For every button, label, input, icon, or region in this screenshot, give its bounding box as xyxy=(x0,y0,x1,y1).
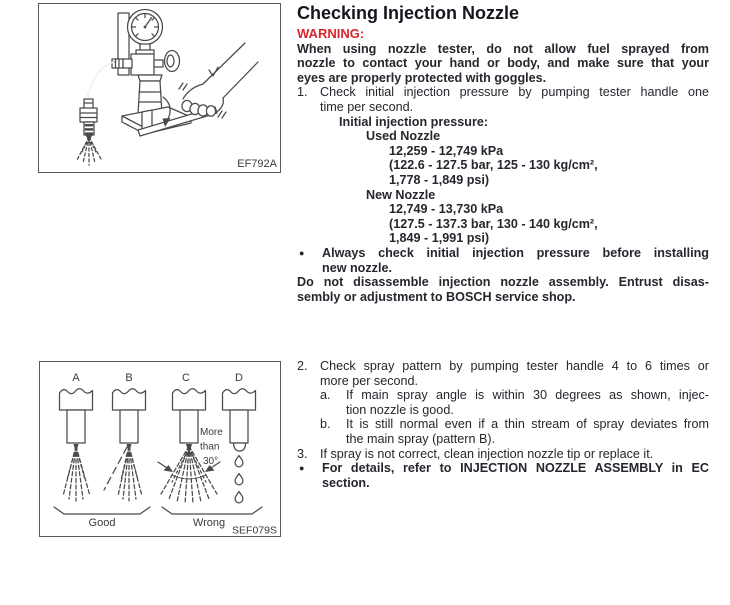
page-title: Checking Injection Nozzle xyxy=(297,3,520,23)
warning-line: nozzle to contact your hand or body, and make sure that your xyxy=(297,56,709,71)
nozzle-b xyxy=(113,389,146,443)
step-2b xyxy=(320,417,709,446)
spray-c-icon xyxy=(158,441,220,504)
disassembly-note xyxy=(297,275,709,304)
new-nozzle-value: 12,749 - 13,730 kPa xyxy=(389,202,504,217)
bullet-text: section. xyxy=(322,475,370,490)
spray-d-icon xyxy=(234,443,246,503)
step-1-text: time per second. xyxy=(320,99,414,114)
nozzle-tester-illustration xyxy=(39,4,280,172)
used-nozzle-value: (122.6 - 127.5 bar, 125 - 130 kg/cm², xyxy=(389,158,598,173)
annotation-line-1: More xyxy=(200,427,223,438)
figure-code: EF792A xyxy=(237,158,277,170)
hand-illustration xyxy=(179,43,258,118)
bullet-icon: ● xyxy=(299,463,305,474)
bullet-always-check xyxy=(297,246,709,275)
warning-line: When using nozzle tester, do not allow fuel sprayed from xyxy=(297,41,709,56)
bullet-text: new nozzle. xyxy=(322,260,392,275)
fuel-spray-icon xyxy=(77,136,101,166)
spray-a-icon xyxy=(63,444,90,501)
new-nozzle-label: New Nozzle xyxy=(366,187,436,202)
pressure-gauge-icon xyxy=(128,10,163,45)
used-nozzle-value: 1,778 - 1,849 psi) xyxy=(389,172,490,187)
step-3 xyxy=(297,447,709,462)
step-2a xyxy=(320,388,709,417)
annotation-line-3: 30° xyxy=(203,456,219,467)
warning-paragraph xyxy=(297,42,709,86)
figure-code: SEF079S xyxy=(232,524,277,536)
pattern-label-a: A xyxy=(72,372,80,384)
text-column xyxy=(297,0,709,490)
step-2b-letter: b. xyxy=(320,417,331,432)
figure-nozzle-tester xyxy=(38,3,281,173)
figure-spray-patterns xyxy=(39,361,281,537)
pattern-label-b: B xyxy=(125,372,133,384)
step-2 xyxy=(297,359,709,388)
step-2-text: Check spray pattern by pumping tester handle 4 to 6 times or xyxy=(320,359,709,373)
step-2a-text: If main spray angle is within 30 degrees as shown, injec- xyxy=(346,388,709,403)
bullet-text: Always check initial injection pressure before installing xyxy=(322,245,709,260)
warning-line: eyes are properly protected with goggles. xyxy=(297,70,547,85)
warning-label: WARNING: xyxy=(297,26,365,41)
step-1-number: 1. xyxy=(297,85,308,100)
step-2b-text: the main spray (pattern B). xyxy=(346,431,496,446)
new-nozzle-value: 1,849 - 1,991 psi) xyxy=(389,231,490,246)
pattern-label-c: C xyxy=(182,372,190,384)
wrong-bracket xyxy=(162,507,262,514)
bullet-for-details xyxy=(297,461,709,490)
note-line: Do not disassemble injection nozzle assembly. Entrust disas- xyxy=(297,275,709,290)
good-label: Good xyxy=(88,517,116,529)
pattern-label-d: D xyxy=(235,372,243,384)
spray-b-icon xyxy=(104,444,142,501)
spray-patterns-illustration xyxy=(40,362,280,536)
step-2a-text: tion nozzle is good. xyxy=(346,402,454,417)
nozzle-d xyxy=(223,389,256,443)
bullet-icon: ● xyxy=(299,247,305,258)
wrong-label: Wrong xyxy=(192,517,226,529)
spray-check-section xyxy=(297,359,709,490)
pressure-spec xyxy=(297,115,709,246)
note-line: sembly or adjustment to BOSCH service shop. xyxy=(297,289,576,304)
bullet-text: For details, refer to INJECTION NOZZLE ASSEMBLY in EC xyxy=(322,461,709,476)
good-bracket xyxy=(54,507,150,514)
step-1-text: Check initial injection pressure by pumping tester handle one xyxy=(320,85,709,100)
tester-column xyxy=(138,75,162,114)
step-2a-letter: a. xyxy=(320,388,331,403)
used-nozzle-value: 12,259 - 12,749 kPa xyxy=(389,143,504,158)
nozzle-a xyxy=(60,389,93,443)
step-2-number: 2. xyxy=(297,359,308,373)
injection-nozzle-illustration xyxy=(80,99,97,135)
step-2b-text: It is still normal even if a thin stream of spray deviates from xyxy=(346,417,709,432)
step-1 xyxy=(297,85,709,114)
step-3-text: If spray is not correct, clean injection nozzle tip or replace it. xyxy=(320,446,654,461)
new-nozzle-value: (127.5 - 137.3 bar, 130 - 140 kg/cm², xyxy=(389,216,598,231)
step-2-text: more per second. xyxy=(320,373,419,388)
tester-tube xyxy=(87,62,114,100)
tester-knob-icon xyxy=(165,51,180,72)
used-nozzle-label: Used Nozzle xyxy=(366,129,441,144)
spray-angle-annotation xyxy=(200,427,223,467)
annotation-line-2: than xyxy=(200,441,220,453)
step-3-number: 3. xyxy=(297,446,308,461)
spec-heading: Initial injection pressure: xyxy=(339,114,489,129)
